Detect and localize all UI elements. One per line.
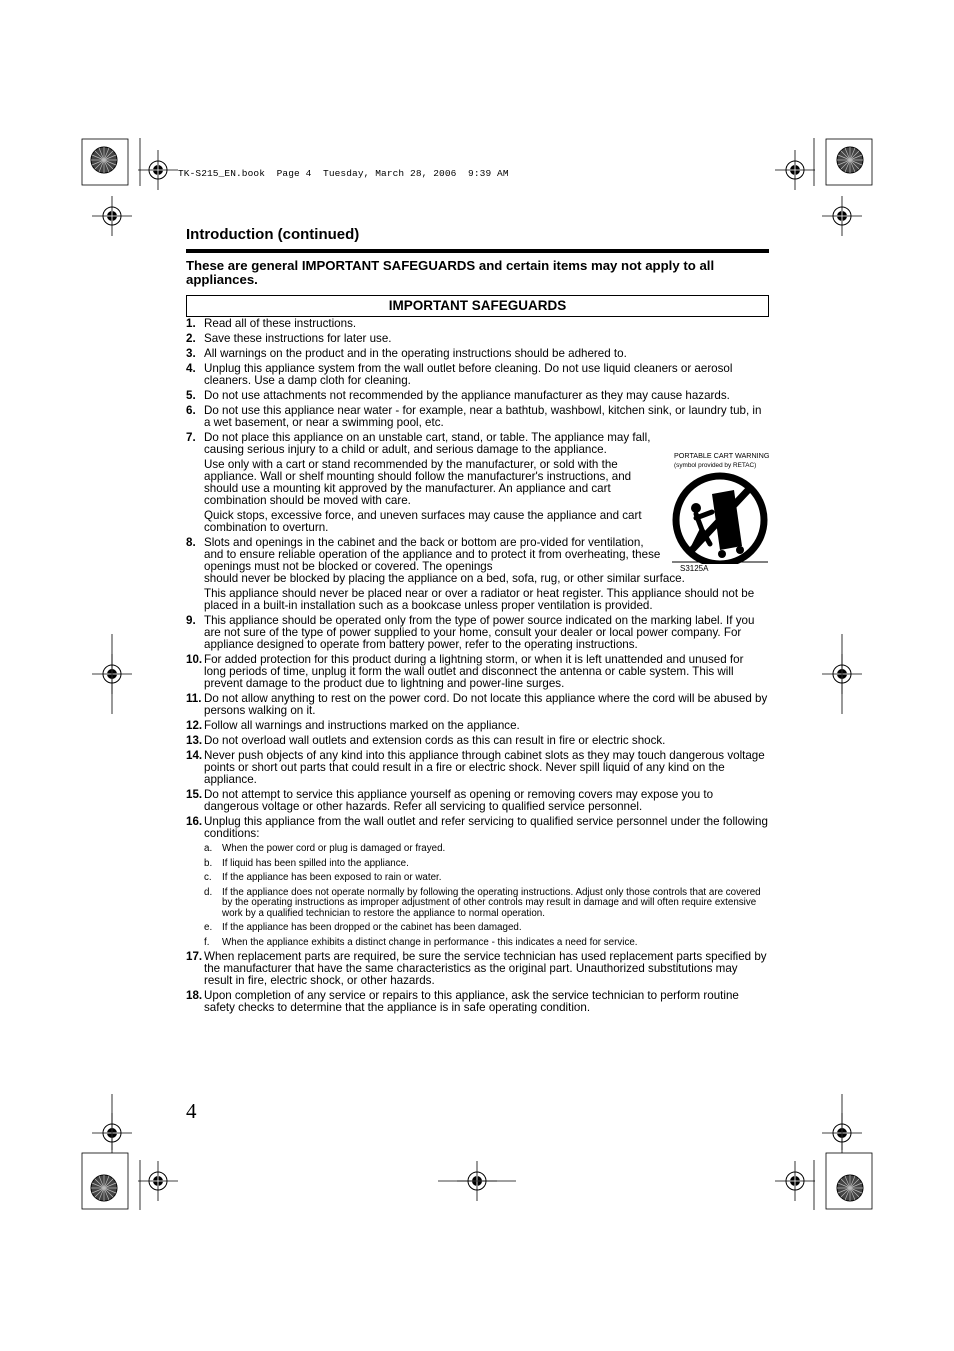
list-item: 3. All warnings on the product and in the operating instructions should be adhered to. xyxy=(186,347,627,360)
safeguards-list xyxy=(186,318,768,1017)
cart-caption: PORTABLE CART WARNING xyxy=(674,451,770,460)
list-item: 6. Do not use this appliance near water - for example, near a bathtub, washbowl, kitchen sink, or laundry tub, in a wet basement, or near a swimming pool, etc. xyxy=(186,404,762,429)
list-item: 14. Never push objects of any kind into this appliance through cabinet slots as they may touch dangerous voltage points or short out parts that could result in a fire or electric shock. Never spill liquid of any kind on the appliance. xyxy=(186,749,765,786)
list-item: 8. Slots and openings in the cabinet and the back or bottom are pro-vided for ventilation, and to ensure reliable operation of the appliance and to protect it from overheating, these openings must not be blocked or covered. The openings should never be blocked by placing the appliance on a bed, sofa, rug, or other similar surface. This appliance should never be placed near or over a radiator or heat register. This appliance should not be placed in a built-in installation such as a bookcase unless proper ventilation is provided. xyxy=(186,536,755,612)
lead-text: These are general IMPORTANT SAFEGUARDS and certain items may not apply to all appliances. xyxy=(186,258,715,287)
list-item: 5. Do not use attachments not recommended by the appliance manufacturer as they may cause hazards. xyxy=(186,389,730,402)
list-item: 13. Do not overload wall outlets and extension cords as this can result in fire or electric shock. xyxy=(186,734,666,747)
sub-item: c. If the appliance has been exposed to rain or water. xyxy=(204,872,442,883)
list-item: 16. Unplug this appliance from the wall outlet and refer servicing to qualified service personnel under the following conditions: a. When the power cord or plug is damaged or frayed. b. If liquid has been spilled into the appliance. c. If the appliance has been exposed to rain or water. d. If the appliance does not operate normally by following the operating instructions. Adjust only those controls that are covered by the operating instructions as improper adjustment of other controls may result in damage and will often require extensive work by a qualified technician to restore the appliance to normal operation. e. If the appliance has been dropped or the cabinet has been damaged. f. When the appliance exhibits a distinct change in performance - this indicates a need for service. xyxy=(186,815,768,948)
section-title: Introduction (continued) xyxy=(186,226,360,243)
list-item: 10. For added protection for this product during a lightning storm, or when it is left unattended and unused for long periods of time, unplug it form the wall outlet and disconnect the antenna or cable system. This will prevent damage to the product due to lightning and power-line surges. xyxy=(186,653,744,690)
box-title: IMPORTANT SAFEGUARDS xyxy=(186,295,769,317)
sub-item: f. When the appliance exhibits a distinct change in performance - this indicates a need for service. xyxy=(204,936,638,948)
list-item: 12. Follow all warnings and instructions marked on the appliance. xyxy=(186,719,520,732)
list-item: 11. Do not allow anything to rest on the power cord. Do not locate this appliance where the cord will be abused by persons walking on it. xyxy=(186,692,768,717)
page-number: 4 xyxy=(186,1099,197,1123)
cart-subcaption: (symbol provided by RETAC) xyxy=(674,462,757,469)
list-item: 1. Read all of these instructions. xyxy=(186,317,357,330)
list-item: 15. Do not attempt to service this appliance yourself as opening or removing covers may expose you to dangerous voltage or other hazards. Refer all servicing to qualified service personnel. xyxy=(186,788,714,813)
sub-item: b. If liquid has been spilled into the appliance. xyxy=(204,857,409,869)
list-item: 17. When replacement parts are required, be sure the service technician has used replacement parts specified by the manufacturer that have the same characteristics as the original part. Unauthorized substitutions may result in fire, electric shock, or other hazards. xyxy=(186,950,767,987)
sub-item: d. If the appliance does not operate normally by following the operating instructions. Adjust only those controls that are covered by the operating instructions as improper adjustment of other controls may result in damage and will often require extensive work by a qualified technician to restore the appliance to normal operation. xyxy=(204,886,761,919)
sub-item: e. If the appliance has been dropped or the cabinet has been damaged. xyxy=(204,922,522,933)
list-item: 2. Save these instructions for later use. xyxy=(186,332,392,345)
cart-warning-icon xyxy=(672,472,768,564)
sub-item: a. When the power cord or plug is damaged or frayed. xyxy=(204,843,446,854)
list-item: 7. Do not place this appliance on an unstable cart, stand, or table. The appliance may fall, causing serious injury to a child or adult, and serious damage to the appliance. Use only with a cart or stand recommended by the manufacturer, or sold with the appliance. Wall or shelf mounting should follow the manufacturer's instructions, and should use a mounting kit approved by the manufacturer. An appliance and cart combination should be moved with care. Quick stops, excessive force, and uneven surfaces may cause the appliance and cart combination to overturn. xyxy=(186,431,651,534)
list-item: 4. Unplug this appliance system from the wall outlet before cleaning. Do not use liquid cleaners or aerosol cleaners. Use a damp cloth for cleaning. xyxy=(186,362,733,387)
list-item: 18. Upon completion of any service or repairs to this appliance, ask the service technician to perform routine safety checks to determine that the appliance is in safe operating condition. xyxy=(186,989,739,1014)
cart-code: S3125A xyxy=(680,564,709,573)
title-rule xyxy=(186,249,769,253)
book-info-line: TK-S215_EN.book Page 4 Tuesday, March 28, 2006 9:39 AM xyxy=(178,168,509,179)
list-item: 9. This appliance should be operated only from the type of power source indicated on the marking label. If you are not sure of the type of power supplied to your home, consult your dealer or local power company. For appliance designed to operate from battery power, refer to the operating instructions. xyxy=(186,614,755,651)
